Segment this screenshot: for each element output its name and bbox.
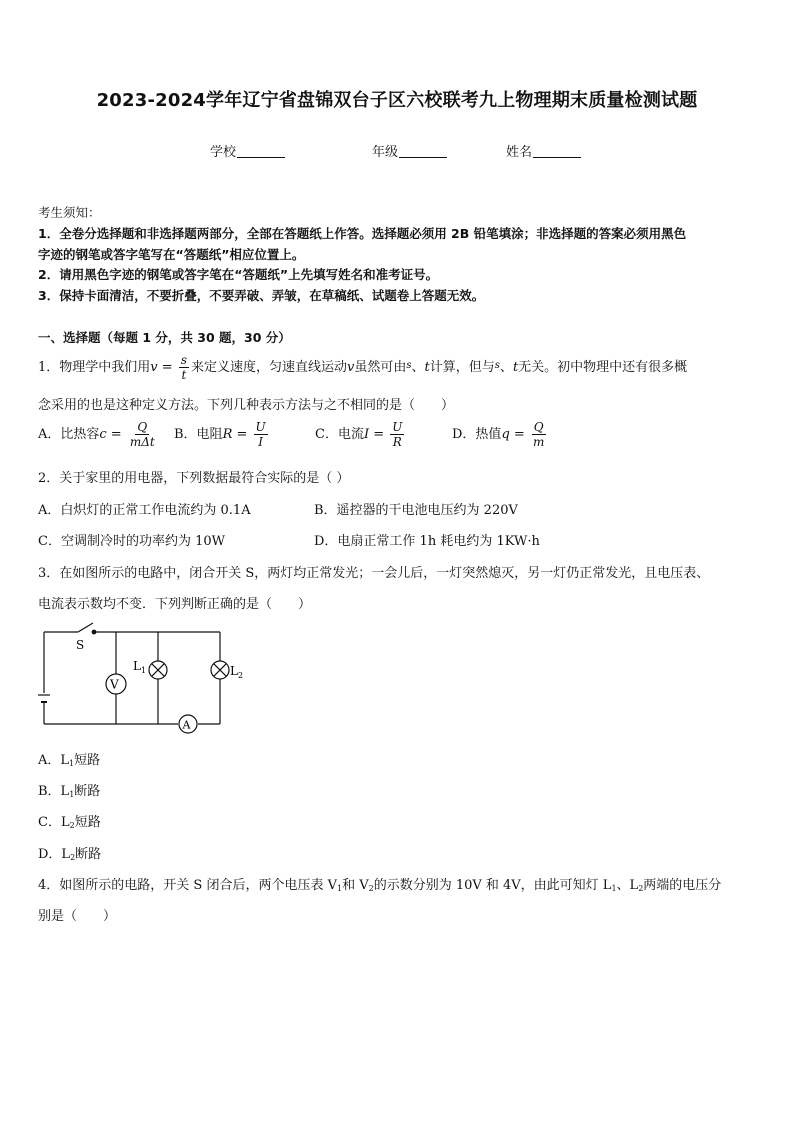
q2-option-a[interactable]: A．白炽灯的正常工作电流约为 0.1A <box>38 503 251 518</box>
q1-stem-line2: 念采用的也是这种定义方法。下列几种表示方法与之不相同的是（ ） <box>38 398 455 413</box>
lamp2-label: $L_2$ <box>230 664 244 680</box>
q1-option-a[interactable]: A．比热容c = $\frac{Q}{\text{mΔt}}$ <box>38 420 155 449</box>
ammeter-label: A <box>182 718 191 732</box>
grade-label: 年级 <box>372 145 399 160</box>
school-field <box>210 141 285 160</box>
grade-blank[interactable] <box>399 145 447 158</box>
q1-option-b[interactable]: B．电阻R = $\frac{U}{I}$ <box>174 420 266 449</box>
name-label: 姓名 <box>506 145 533 160</box>
notice-heading: 考生须知： <box>38 205 101 220</box>
q3-circuit-diagram <box>36 616 251 738</box>
page-title: 2023-2024学年辽宁省盘锦双台子区六校联考九上物理期末质量检测试题 <box>96 90 698 111</box>
q1-option-d[interactable]: D．热值q = $\frac{Q}{m}$ <box>452 420 545 449</box>
notice-line3: 3．保持卡面清洁，不要折叠，不要弄破、弄皱，在草稿纸、试题卷上答题无效。 <box>38 288 485 303</box>
q3-option-c[interactable]: C．$L_2$短路 <box>38 815 101 830</box>
grade-field <box>372 141 447 160</box>
name-blank[interactable] <box>533 145 581 158</box>
lamp1-label: $L_1$ <box>133 659 147 675</box>
school-blank[interactable] <box>237 145 285 158</box>
school-label: 学校 <box>210 145 237 160</box>
q2-option-b[interactable]: B．遥控器的干电池电压约为 220V <box>314 503 518 518</box>
notice-line1b: 字迹的钢笔或答字笔写在“答题纸”相应位置上。 <box>38 247 305 262</box>
q4-stem-line2: 别是（ ） <box>38 909 117 924</box>
notice-line1a: 1．全卷分选择题和非选择题两部分，全部在答题纸上作答。选择题必须用 2B 铅笔填涂；非选择题的答案必须用黑色 <box>38 226 687 241</box>
q3-option-a[interactable]: A．$L_1$短路 <box>38 753 101 768</box>
q1-option-c[interactable]: C．电流I = $\frac{U}{R}$ <box>315 420 403 449</box>
q2-option-d[interactable]: D．电扇正常工作 1h 耗电约为 1KW·h <box>314 534 540 549</box>
q3-option-b[interactable]: B．$L_1$断路 <box>38 784 101 799</box>
name-field <box>506 141 581 160</box>
q2-stem: 2．关于家里的用电器，下列数据最符合实际的是（ ） <box>38 471 350 486</box>
q1-velocity-fraction: $\frac{s}{t}$ <box>180 353 187 382</box>
voltmeter-label: V <box>110 677 119 692</box>
q3-stem-line1: 3．在如图所示的电路中，闭合开关 S，两灯均正常发光；一会儿后，一灯突然熄灭，另一灯仍正常发光，且电压表、 <box>38 566 710 581</box>
q2-option-c[interactable]: C．空调制冷时的功率约为 10W <box>38 534 225 549</box>
q4-stem-line1: 4．如图所示的电路，开关 S 闭合后，两个电压表 $V_1$和 $V_2$的示数分别为 10V 和 4V，由此可知灯 $L_1$、$L_2$两端的电压分 <box>38 878 722 893</box>
q3-stem-line2: 电流表示数均不变．下列判断正确的是（ ） <box>38 597 312 612</box>
notice-line2: 2．请用黑色字迹的钢笔或答字笔在“答题纸”上先填写姓名和准考证号。 <box>38 267 439 282</box>
switch-label: S <box>76 638 85 652</box>
section-heading: 一、选择题（每题 1 分，共 30 题，30 分） <box>38 330 291 345</box>
q3-option-d[interactable]: D．$L_2$断路 <box>38 847 102 862</box>
q1-stem-line1: 1．物理学中我们用v = $\frac{s}{t}$ 来定义速度，匀速直线运动v虽然可由$^s$、t计算，但与$^s$、t无关。初中物理中还有很多概 <box>38 353 688 382</box>
